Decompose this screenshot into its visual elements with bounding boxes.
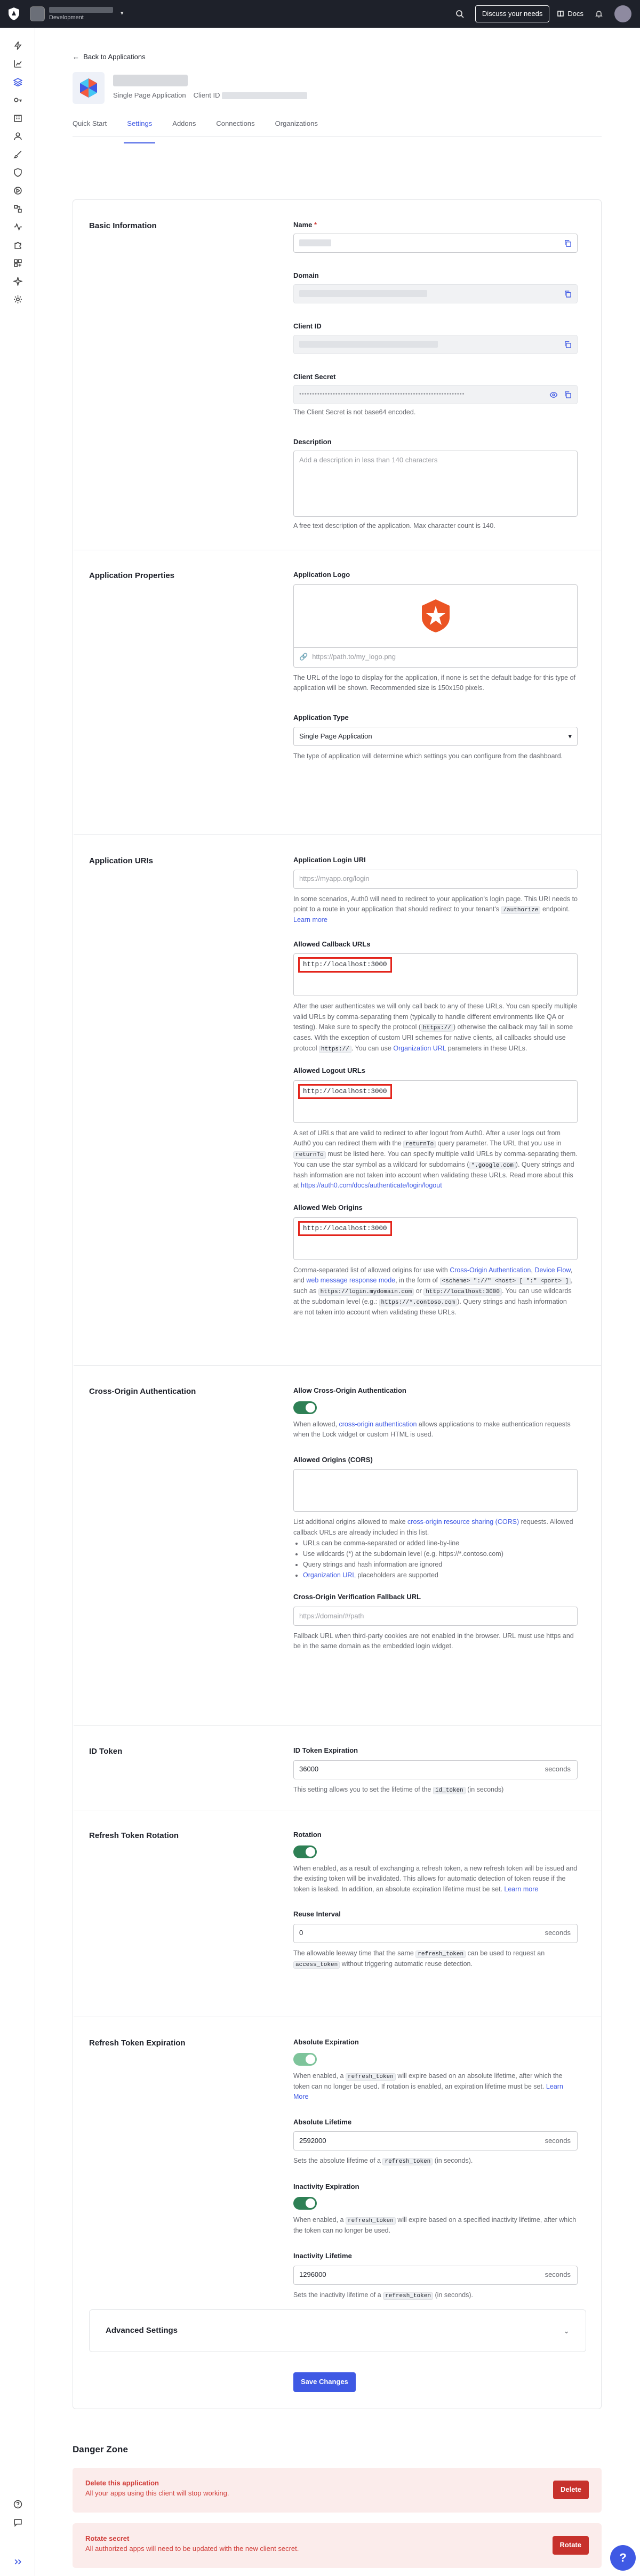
callback-urls-help: After the user authenticates we will only call back to any of these URLs. You can specify multiple valid URLs by comma-separating them (typically to handle different environments like QA or testing). Make sure to specify the protocol ( https:// ) otherwise the callback may fail in some cases. With the exception of custom URI schemes for native clients, all callbacks should use protocol https:// . You can use Organization URL parameters in these URLs. <box>293 1002 578 1053</box>
sidebar-marketplace[interactable] <box>0 236 35 254</box>
sidebar-auth-pipeline[interactable] <box>0 199 35 218</box>
expand-icon <box>13 2557 22 2566</box>
app-uris-title: Application URIs <box>89 856 154 865</box>
absolute-exp-label: Absolute Expiration <box>293 2038 359 2046</box>
sidebar-branding[interactable] <box>0 145 35 163</box>
question-icon <box>13 2500 22 2509</box>
callback-urls-textarea[interactable]: http://localhost:3000 <box>293 953 578 996</box>
absolute-exp-help: When enabled, a refresh_token will expire based on an absolute lifetime, after which the token can no longer be used. If rotation is enabled, an expiration lifetime must be set. Learn More <box>293 2072 563 2101</box>
logout-docs-link[interactable]: https://auth0.com/docs/authenticate/login/logout <box>300 1182 442 1190</box>
sidebar-security[interactable] <box>0 163 35 181</box>
reuse-interval-help: The allowable leeway time that the same refresh_token can be used to request an access_token without triggering automatic reuse detection. <box>293 1949 545 1968</box>
tenant-environment: Development <box>49 14 84 21</box>
divider <box>74 1365 602 1366</box>
web-origins-label: Allowed Web Origins <box>293 1203 363 1211</box>
discuss-needs-button[interactable]: Discuss your needs <box>475 5 549 23</box>
sidebar-actions[interactable] <box>0 181 35 199</box>
app-tabs <box>73 118 602 137</box>
inactivity-exp-toggle[interactable] <box>293 2197 317 2210</box>
allow-cors-help: When allowed, cross-origin authentication allows applications to make authentication requests when the Lock widget or custom HTML is used. <box>293 1420 571 1439</box>
link-icon: 🔗 <box>299 653 308 661</box>
rotation-label: Rotation <box>293 1831 322 1839</box>
logout-urls-label: Allowed Logout URLs <box>293 1066 366 1074</box>
spa-logo-icon <box>78 77 99 99</box>
sidebar-getting-started[interactable] <box>0 36 35 54</box>
id-token-exp-input[interactable]: 36000 seconds <box>293 1760 578 1779</box>
tab-organizations[interactable]: Organizations <box>275 119 318 127</box>
organization-url-link[interactable]: Organization URL <box>303 1571 356 1579</box>
client-id-meta: Client ID <box>194 91 307 101</box>
copy-icon[interactable] <box>564 391 572 399</box>
app-header <box>73 72 602 104</box>
logout-urls-textarea[interactable]: http://localhost:3000 <box>293 1080 578 1123</box>
shield-logo-icon <box>7 7 20 21</box>
cross-origin-authentication-link[interactable]: cross-origin authentication <box>339 1420 417 1428</box>
rotation-toggle[interactable] <box>293 1845 317 1858</box>
tab-connections[interactable]: Connections <box>216 119 255 127</box>
app-logo <box>73 72 105 104</box>
expiration-title: Refresh Token Expiration <box>89 2039 186 2048</box>
allowed-origins-rules <box>303 1538 578 1580</box>
bell-icon[interactable] <box>591 6 607 22</box>
list-item: • Use wildcards (*) at the subdomain level (e.g. https://*.contoso.com) <box>303 1548 578 1559</box>
arrow-left-icon: ← <box>73 53 79 61</box>
back-to-applications-link[interactable] <box>73 52 602 62</box>
book-icon <box>557 10 564 18</box>
inactivity-lifetime-label: Inactivity Lifetime <box>293 2251 352 2260</box>
delete-app-desc: All your apps using this client will stop working. <box>85 2489 229 2497</box>
list-item: • Organization URL placeholders are supported <box>303 1570 578 1580</box>
id-token-exp-help: This setting allows you to set the lifetime of the id_token (in seconds) <box>293 1785 504 1794</box>
learn-more-link[interactable]: Learn More <box>293 2082 563 2101</box>
delete-button[interactable]: Delete <box>553 2481 589 2499</box>
logo-url-placeholder: https://path.to/my_logo.png <box>312 653 396 661</box>
advanced-settings-accordion[interactable] <box>89 2309 586 2352</box>
pipeline-icon <box>13 204 22 213</box>
eye-icon[interactable] <box>549 391 558 399</box>
inactivity-lifetime-input[interactable]: 1296000 seconds <box>293 2266 578 2285</box>
web-origins-help: Comma-separated list of allowed origins for use with Cross-Origin Authentication, Device Flow, and web message response mode, in the form of <scheme> "://" <host> [ ":" <port> ] , such as https://login.mydomain.com or http://localhost:3000 . You can use wildcards at the subdomain level (e.g.: https://*.contoso.com ). Query strings and hash information are not taken into account when validating these URLs. <box>293 1266 573 1317</box>
fallback-url-input[interactable]: https://domain/#/path <box>293 1607 578 1626</box>
client-id-input[interactable] <box>293 335 578 354</box>
sidebar-help[interactable] <box>0 2495 35 2513</box>
allowed-origins-label: Allowed Origins (CORS) <box>293 1455 373 1464</box>
sidebar-settings[interactable] <box>0 290 35 308</box>
cors-link[interactable]: cross-origin resource sharing (CORS) <box>407 1518 519 1526</box>
advanced-settings-title: Advanced Settings <box>106 2326 178 2336</box>
rotate-secret-panel <box>73 2523 602 2568</box>
callback-urls-label: Allowed Callback URLs <box>293 940 371 948</box>
lightning-icon <box>13 41 22 50</box>
help-fab-button[interactable]: ? <box>610 2545 636 2571</box>
client-secret-input[interactable]: •••••••••••••••••••••••••••••••••••••••••••••••••••••••••••••••• <box>293 385 578 404</box>
sidebar-applications[interactable] <box>0 73 35 91</box>
rotate-secret-desc: All authorized apps will need to be updated with the new client secret. <box>85 2544 299 2553</box>
reuse-interval-input[interactable]: 0 seconds <box>293 1924 578 1943</box>
sidebar-extensions[interactable] <box>0 254 35 272</box>
domain-input[interactable] <box>293 284 578 303</box>
back-label: Back to Applications <box>83 53 146 61</box>
name-label: Name * <box>293 221 317 229</box>
app-type-select[interactable]: Single Page Application ▾ <box>293 727 578 746</box>
sidebar-organizations[interactable] <box>0 109 35 127</box>
left-sidebar <box>0 28 35 2576</box>
id-token-fields <box>293 1746 578 1795</box>
allowed-origins-textarea[interactable] <box>293 1469 578 1512</box>
sparkle-icon <box>13 277 22 286</box>
id-token-title: ID Token <box>89 1747 123 1756</box>
copy-icon[interactable] <box>564 290 572 298</box>
client-secret-help: The Client Secret is not base64 encoded. <box>293 408 416 416</box>
caret-down-icon: ▾ <box>568 732 572 741</box>
app-properties-title: Application Properties <box>89 571 175 580</box>
id-token-exp-label: ID Token Expiration <box>293 1746 358 1754</box>
user-avatar[interactable] <box>614 5 631 22</box>
copy-icon[interactable] <box>564 341 572 349</box>
cross-origin-auth-link[interactable]: Cross-Origin Authentication <box>450 1266 531 1274</box>
allow-cors-toggle[interactable] <box>293 1401 317 1414</box>
app-logo-upload[interactable] <box>293 584 578 668</box>
allowed-origins-help: List additional origins allowed to make cross-origin resource sharing (CORS) requests. Allowed callback URLs are already included in this list. <box>293 1518 573 1536</box>
chart-icon <box>13 59 22 68</box>
description-help: A free text description of the application. Max character count is 140. <box>293 521 495 529</box>
top-bar <box>0 0 640 28</box>
absolute-lifetime-input[interactable]: 2592000 seconds <box>293 2131 578 2150</box>
layers-icon <box>13 77 22 86</box>
sidebar-user-management[interactable] <box>0 127 35 145</box>
absolute-exp-toggle[interactable] <box>293 2053 317 2066</box>
docs-link[interactable] <box>557 9 583 19</box>
tenant-avatar <box>30 6 45 21</box>
list-item: • URLs can be comma-separated or added line-by-line <box>303 1538 578 1548</box>
web-origins-textarea[interactable]: http://localhost:3000 <box>293 1217 578 1260</box>
absolute-lifetime-help: Sets the absolute lifetime of a refresh_token (in seconds). <box>293 2157 473 2165</box>
login-uri-label: Application Login URI <box>293 856 366 864</box>
app-properties-fields <box>293 570 578 762</box>
sidebar-authentication[interactable] <box>0 91 35 109</box>
inactivity-exp-help: When enabled, a refresh_token will expire based on a specified inactivity lifetime, after which the token can no longer be used. <box>293 2216 577 2235</box>
tab-settings[interactable]: Settings <box>127 118 152 137</box>
tab-addons[interactable]: Addons <box>172 119 196 127</box>
sidebar-activity[interactable] <box>0 54 35 73</box>
main-content <box>35 28 640 2553</box>
description-textarea[interactable]: Add a description in less than 140 characters <box>293 451 578 517</box>
client-id-label: Client ID <box>293 322 322 330</box>
learn-more-link[interactable]: Learn more <box>293 916 327 924</box>
app-name-redacted <box>113 75 188 86</box>
save-changes-button[interactable]: Save Changes <box>293 2372 356 2392</box>
inactivity-exp-label: Inactivity Expiration <box>293 2182 359 2190</box>
divider <box>74 1725 602 1726</box>
description-label: Description <box>293 437 332 446</box>
app-uris-fields <box>293 855 578 1318</box>
client-secret-label: Client Secret <box>293 372 336 381</box>
sidebar-monitoring[interactable] <box>0 218 35 236</box>
chevron-down-icon: ⌄ <box>563 2326 570 2335</box>
rotation-title: Refresh Token Rotation <box>89 1831 179 1840</box>
search-icon[interactable] <box>452 6 468 22</box>
learn-more-link[interactable]: Learn more <box>504 1885 539 1893</box>
expiration-fields <box>293 2037 578 2301</box>
app-type-help: The type of application will determine which settings you can configure from the dashboard. <box>293 752 563 760</box>
shield-icon <box>13 168 22 177</box>
cors-fields <box>293 1386 578 1652</box>
delete-app-title: Delete this application <box>85 2479 159 2487</box>
logout-urls-help: A set of URLs that are valid to redirect to after logout from Auth0. After a user logs out from Auth0 you can redirect them with the returnTo query parameter. The URL that you use in returnTo must be listed here. You can specify multiple valid URLs by comma-separating them. You can use the star symbol as a wildcard for subdomains ( *.google.com ). Query strings and hash information are not taken into account when validating these URLs. Read more about this at https://auth0.com/docs/authenticate/login/logout <box>293 1129 578 1190</box>
chat-icon <box>13 2518 22 2527</box>
sidebar-feedback[interactable] <box>0 2513 35 2531</box>
domain-label: Domain <box>293 271 319 279</box>
sidebar-collapse[interactable] <box>0 2553 35 2571</box>
name-input[interactable] <box>293 234 578 253</box>
login-uri-help: In some scenarios, Auth0 will need to redirect to your application's login page. This URI needs to point to a route in your application that should redirect to your tenant's /authorize endpoint. Learn more <box>293 895 578 924</box>
puzzle-icon <box>13 240 22 250</box>
app-type: Single Page Application <box>113 91 186 100</box>
absolute-lifetime-label: Absolute Lifetime <box>293 2117 352 2126</box>
device-flow-link[interactable]: Device Flow <box>534 1266 571 1274</box>
allow-cors-label: Allow Cross-Origin Authentication <box>293 1386 406 1394</box>
key-icon <box>13 95 22 105</box>
cors-title: Cross-Origin Authentication <box>89 1387 196 1396</box>
brush-icon <box>13 150 22 159</box>
chevron-down-icon: ▾ <box>121 10 124 17</box>
tenant-selector[interactable] <box>30 6 124 21</box>
web-message-link[interactable]: web message response mode <box>306 1277 396 1285</box>
list-item: • Query strings and hash information are ignored <box>303 1559 578 1570</box>
rotation-fields <box>293 1830 578 1970</box>
copy-icon[interactable] <box>564 239 572 247</box>
rotate-button[interactable]: Rotate <box>553 2536 589 2555</box>
reuse-interval-label: Reuse Interval <box>293 1909 341 1918</box>
auth0-logo[interactable] <box>0 0 28 28</box>
user-icon <box>13 132 22 141</box>
app-logo-label: Application Logo <box>293 571 350 579</box>
basic-info-title: Basic Information <box>89 221 157 230</box>
settings-card <box>73 199 602 2409</box>
tenant-name-redacted <box>49 7 113 13</box>
docs-label: Docs <box>567 9 583 18</box>
delete-app-panel <box>73 2468 602 2513</box>
sidebar-team[interactable] <box>0 272 35 290</box>
danger-zone-title: Danger Zone <box>73 2444 128 2454</box>
inactivity-lifetime-help: Sets the inactivity lifetime of a refresh_token (in seconds). <box>293 2291 474 2299</box>
login-uri-input[interactable]: https://myapp.org/login <box>293 870 578 889</box>
fallback-url-label: Cross-Origin Verification Fallback URL <box>293 1593 421 1601</box>
extensions-icon <box>13 259 22 268</box>
actions-icon <box>13 186 22 195</box>
app-logo-help: The URL of the logo to display for the application, if none is set the default badge for this type of application will be shown. Recommended size is 150x150 pixels. <box>293 673 576 692</box>
tab-quick-start[interactable]: Quick Start <box>73 119 107 127</box>
basic-info-fields <box>293 220 578 531</box>
rotation-help: When enabled, as a result of exchanging a refresh token, a new refresh token will be issued and the existing token will be invalidated. This allows for automatic detection of token reuse if the token is leaked. In addition, an absolute expiration lifetime must be set. Learn more <box>293 1864 578 1893</box>
rotate-secret-title: Rotate secret <box>85 2534 130 2542</box>
monitor-icon <box>13 222 22 231</box>
default-logo-badge-icon <box>420 598 452 633</box>
app-type-label: Application Type <box>293 713 349 721</box>
organization-url-link[interactable]: Organization URL <box>393 1044 446 1052</box>
gear-icon <box>13 295 22 304</box>
building-icon <box>13 114 22 123</box>
fallback-url-help: Fallback URL when third-party cookies are not enabled in the browser. URL must use https and be in the same domain as the embedded login widget. <box>293 1632 574 1650</box>
